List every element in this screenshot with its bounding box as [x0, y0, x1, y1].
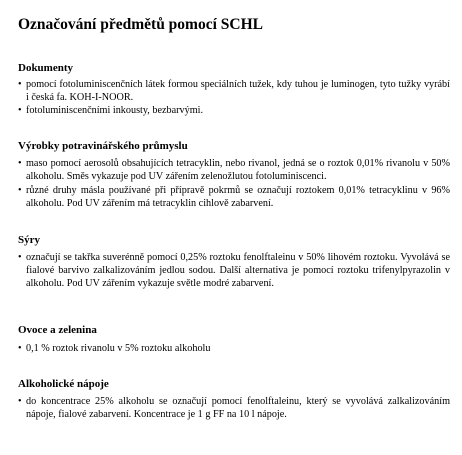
list-item: [18, 395, 450, 421]
list-item-text: různé druhy másla používané při přípravě pokrmů se označují roztokem 0,01% tetracyklinu v 96% alkoholu. Pod UV zářením má tetracyklin cihlově zabarvení.: [26, 185, 450, 209]
bullet-icon: •: [18, 158, 22, 169]
list-item-text: pomocí fotoluminiscenčních látek formou speciálních tužek, kdy tuhou je luminogen, tyto tužky vyrábí i česká fa. KOH-I-NOOR.: [26, 79, 450, 103]
section-heading-syry: Sýry: [18, 234, 40, 246]
bullet-icon: •: [18, 79, 22, 90]
section-heading-ovoce: Ovoce a zelenina: [18, 324, 97, 336]
section-heading-dokumenty: Dokumenty: [18, 62, 74, 74]
list-item: [18, 78, 450, 104]
list-item: [18, 251, 450, 290]
list-item-text: do koncentrace 25% alkoholu se označují pomocí fenolftaleinu, který se vyvolává zalkalizováním nápoje, fialové zabarvení. Koncentrace je 1 g FF na 10 l nápoje.: [26, 396, 450, 420]
bullet-icon: •: [18, 105, 22, 116]
list-item: [18, 157, 450, 183]
bullet-icon: •: [18, 185, 22, 196]
bullet-icon: •: [18, 396, 22, 407]
bullet-icon: •: [18, 343, 22, 354]
list-item-text: označují se takřka suverénně pomocí 0,25% roztoku fenolftaleinu v 50% lihovém roztoku. Vyvolává se fialové barvivo zalkalizováním jedlou sodou. Další alternativa je pomocí roztoku trifenylpyrazolin v alkoholu. Pod UV zářením vykazuje světle modré zabarvení.: [26, 252, 450, 289]
list-item-text: 0,1 % roztok rivanolu v 5% roztoku alkoholu: [26, 343, 211, 354]
list-item-text: fotoluminiscenčními inkousty, bezbarvými.: [26, 105, 204, 116]
section-heading-vyrobky: Výrobky potravinářského průmyslu: [18, 140, 188, 152]
section-heading-alkohol: Alkoholické nápoje: [18, 378, 109, 390]
list-item: [18, 184, 450, 210]
list-item-text: maso pomocí aerosolů obsahujících tetracyklin, nebo rivanol, jedná se o roztok 0,01% rivanolu v 50% alkoholu. Směs vykazuje pod UV zářením zelenožlutou fotoluminiscenci.: [26, 158, 450, 182]
bullet-icon: •: [18, 252, 22, 263]
list-item: [18, 342, 450, 355]
list-item: [18, 104, 450, 117]
document-title: Označování předmětů pomocí SCHL: [18, 16, 263, 33]
